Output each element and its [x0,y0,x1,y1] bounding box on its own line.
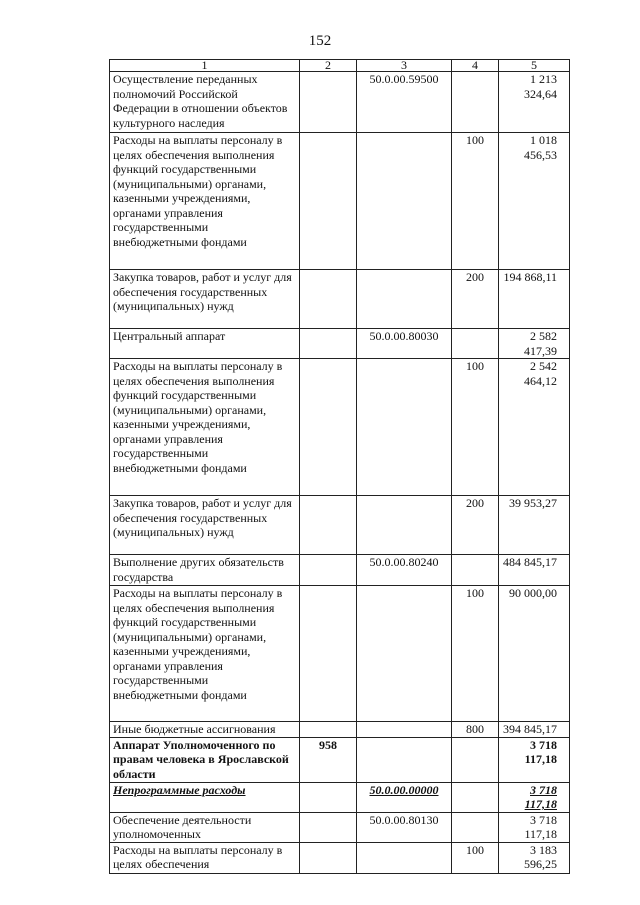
row-target-code-cell [357,359,452,496]
table-row [110,812,570,842]
row-amount-cell: 3 718 117,18 [499,737,570,782]
row-name-cell: Аппарат Уполномоченного по правам человека в Ярославской области [110,737,300,782]
table-row [110,270,570,329]
row-target-code-cell: 50.0.00.80130 [357,812,452,842]
row-name-cell: Иные бюджетные ассигнования [110,722,300,738]
row-amount-cell: 1 018 456,53 [499,133,570,270]
header-col-4: 4 [452,60,499,72]
row-target-code-cell [357,737,452,782]
row-target-code-cell [357,586,452,722]
row-amount-cell: 2 582 417,39 [499,329,570,359]
header-col-3: 3 [357,60,452,72]
row-admin-code-cell: 958 [300,737,357,782]
table-row [110,782,570,812]
table-row [110,133,570,270]
row-expense-type-cell [452,555,499,586]
row-target-code-cell [357,722,452,738]
table-body [110,72,570,874]
row-target-code-cell: 50.0.00.80030 [357,329,452,359]
table-row [110,329,570,359]
row-amount-cell: 90 000,00 [499,586,570,722]
row-expense-type-cell [452,737,499,782]
header-col-5: 5 [499,60,570,72]
row-admin-code-cell [300,270,357,329]
row-amount-cell: 2 542 464,12 [499,359,570,496]
row-admin-code-cell [300,359,357,496]
row-name-cell: Обеспечение деятельности уполномоченных [110,812,300,842]
row-admin-code-cell [300,782,357,812]
row-target-code-cell: 50.0.00.00000 [357,782,452,812]
row-name-cell: Закупка товаров, работ и услуг для обеспечения государственных (муниципальных) нужд [110,270,300,329]
row-name-cell: Закупка товаров, работ и услуг для обеспечения государственных (муниципальных) нужд [110,496,300,555]
row-target-code-cell [357,842,452,873]
table-row [110,737,570,782]
row-expense-type-cell: 100 [452,842,499,873]
row-admin-code-cell [300,555,357,586]
row-name-cell: Расходы на выплаты персоналу в целях обеспечения выполнения функций государственными (муниципальными) органами, казенными учреждениями, органами управления государственными внебюджетными фондами [110,133,300,270]
row-admin-code-cell [300,133,357,270]
row-amount-cell: 1 213 324,64 [499,72,570,133]
page-number: 152 [308,33,332,49]
table-row [110,496,570,555]
row-amount-cell: 484 845,17 [499,555,570,586]
row-target-code-cell: 50.0.00.59500 [357,72,452,133]
row-name-cell: Выполнение других обязательств государства [110,555,300,586]
row-name-cell: Расходы на выплаты персоналу в целях обеспечения выполнения функций государственными (муниципальными) органами, казенными учреждениями, органами управления государственными внебюджетными фондами [110,586,300,722]
row-admin-code-cell [300,722,357,738]
row-amount-cell: 394 845,17 [499,722,570,738]
row-amount-cell: 3 718 117,18 [499,782,570,812]
header-col-1: 1 [110,60,300,72]
row-expense-type-cell [452,329,499,359]
row-name-cell: Расходы на выплаты персоналу в целях обеспечения выполнения функций государственными (муниципальными) органами, казенными учреждениями, органами управления государственными внебюджетными фондами [110,359,300,496]
row-expense-type-cell: 200 [452,270,499,329]
row-name-cell: Непрограммные расходы [110,782,300,812]
table-row [110,555,570,586]
row-target-code-cell: 50.0.00.80240 [357,555,452,586]
row-target-code-cell [357,496,452,555]
row-expense-type-cell: 200 [452,496,499,555]
row-target-code-cell [357,133,452,270]
row-admin-code-cell [300,812,357,842]
row-expense-type-cell: 100 [452,133,499,270]
table-row [110,359,570,496]
header-col-2: 2 [300,60,357,72]
row-expense-type-cell [452,782,499,812]
row-expense-type-cell: 100 [452,586,499,722]
table-row [110,842,570,873]
row-admin-code-cell [300,72,357,133]
row-amount-cell: 194 868,11 [499,270,570,329]
table-row [110,722,570,738]
row-admin-code-cell [300,842,357,873]
row-expense-type-cell [452,812,499,842]
row-expense-type-cell [452,72,499,133]
budget-table [109,59,570,874]
row-name-cell: Осуществление переданных полномочий Российской Федерации в отношении объектов культурного наследия [110,72,300,133]
row-admin-code-cell [300,496,357,555]
row-amount-cell: 3 183 596,25 [499,842,570,873]
row-amount-cell: 3 718 117,18 [499,812,570,842]
table-row [110,72,570,133]
row-target-code-cell [357,270,452,329]
row-admin-code-cell [300,329,357,359]
row-admin-code-cell [300,586,357,722]
row-name-cell: Расходы на выплаты персоналу в целях обеспечения [110,842,300,873]
table-header [110,60,570,72]
row-amount-cell: 39 953,27 [499,496,570,555]
table-row [110,586,570,722]
row-expense-type-cell: 100 [452,359,499,496]
row-expense-type-cell: 800 [452,722,499,738]
row-name-cell: Центральный аппарат [110,329,300,359]
